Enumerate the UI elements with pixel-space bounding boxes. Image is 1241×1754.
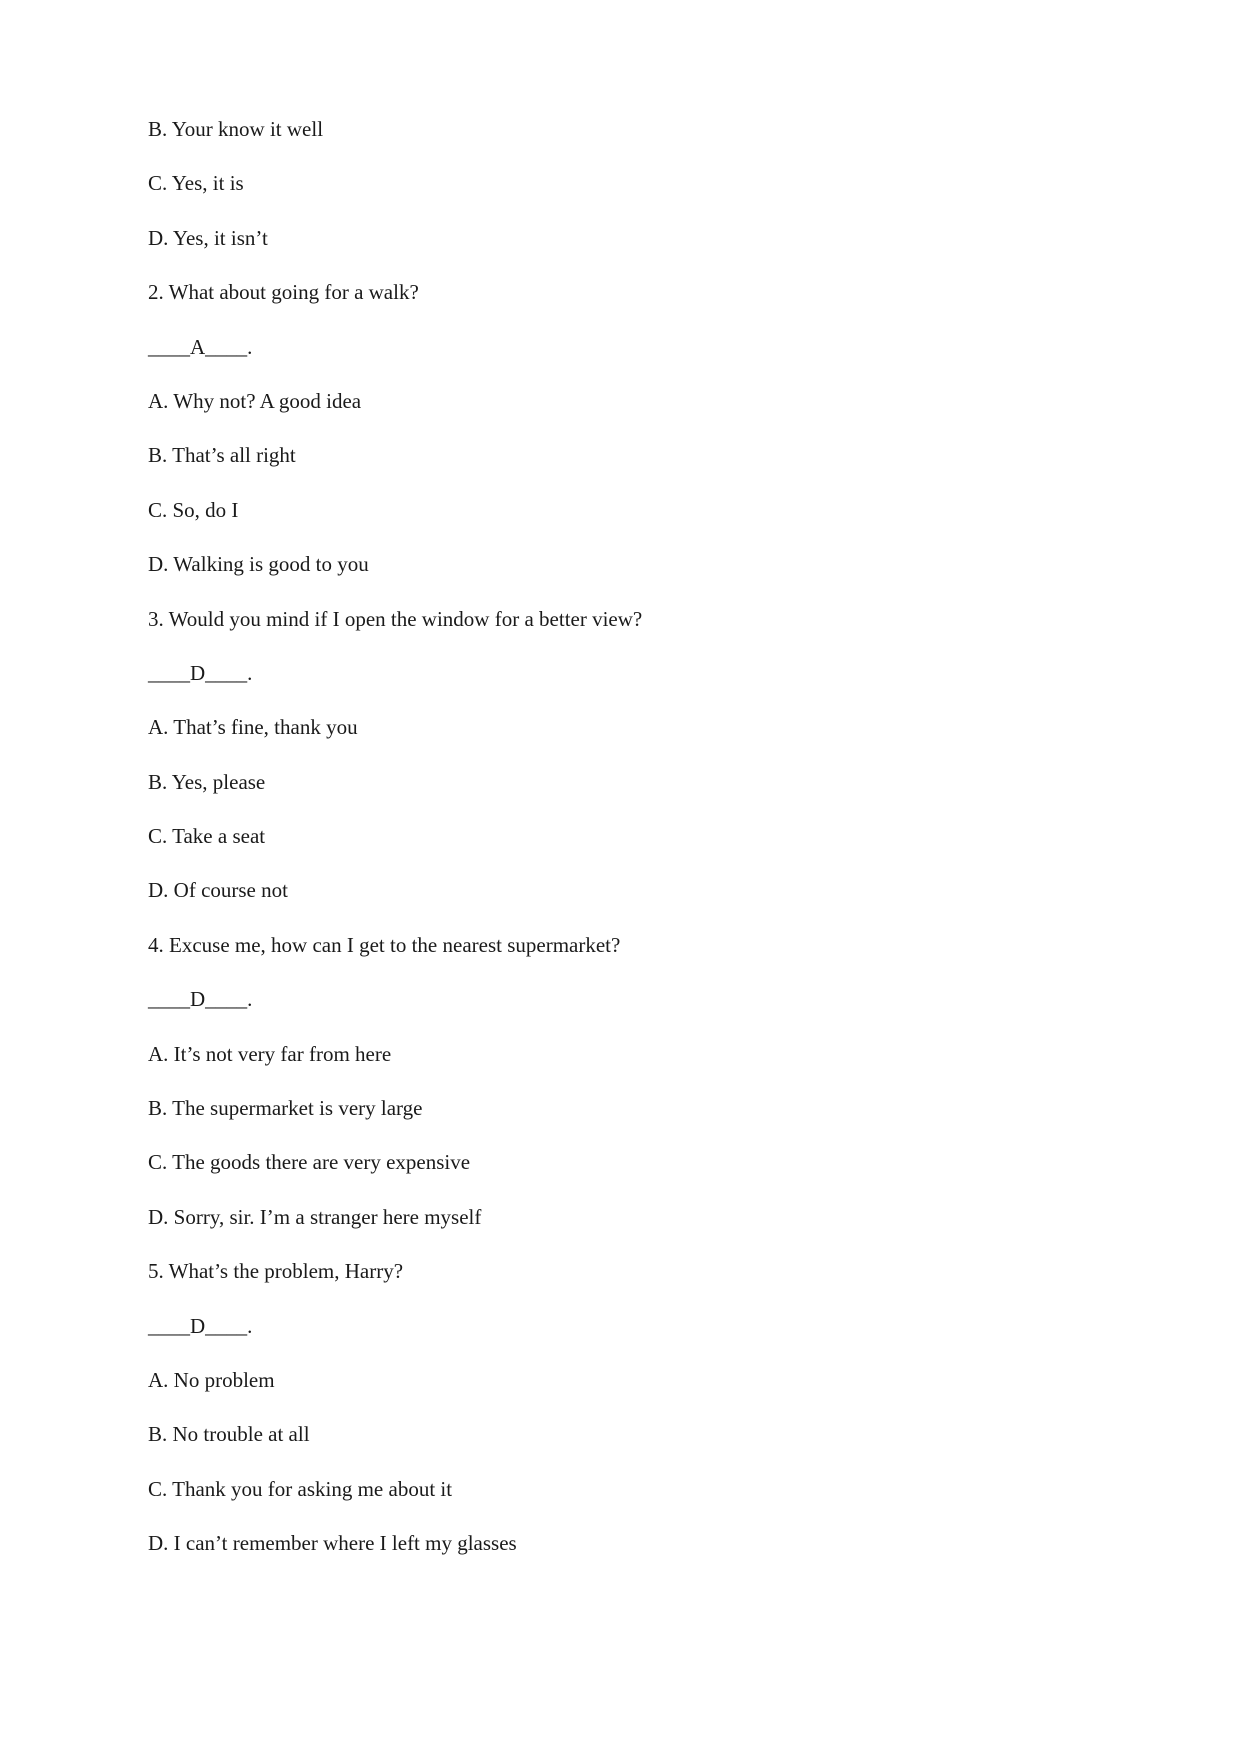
option-line: A. That’s fine, thank you bbox=[148, 715, 358, 740]
option-line: D. Yes, it isn’t bbox=[148, 225, 268, 250]
question-line: 4. Excuse me, how can I get to the nearest supermarket? bbox=[148, 932, 621, 957]
answer-blank: ____D____. bbox=[148, 660, 253, 685]
question-line: 2. What about going for a walk? bbox=[148, 280, 419, 305]
option-line: B. Your know it well bbox=[148, 117, 324, 141]
answer-blank: ____D____. bbox=[148, 1313, 253, 1338]
answer-blank: ____D____. bbox=[148, 987, 253, 1012]
option-line: C. The goods there are very expensive bbox=[148, 1150, 471, 1175]
option-line: C. Take a seat bbox=[148, 824, 266, 849]
option-line: C. So, do I bbox=[148, 497, 239, 522]
option-line: A. No problem bbox=[148, 1367, 275, 1392]
option-line: A. Why not? A good idea bbox=[148, 388, 362, 413]
answer-blank: ____A____. bbox=[148, 334, 253, 359]
option-line: D. Of course not bbox=[148, 878, 288, 903]
option-line: B. That’s all right bbox=[148, 443, 296, 468]
option-line: D. Sorry, sir. I’m a stranger here myself bbox=[148, 1204, 482, 1229]
option-line: B. Yes, please bbox=[148, 769, 266, 794]
question-list bbox=[148, 115, 642, 1584]
question-line: 3. Would you mind if I open the window for a better view? bbox=[148, 606, 643, 631]
option-line: C. Thank you for asking me about it bbox=[148, 1476, 453, 1501]
question-line: 5. What’s the problem, Harry? bbox=[148, 1259, 404, 1284]
option-line: D. I can’t remember where I left my glasses bbox=[148, 1531, 517, 1556]
option-line: C. Yes, it is bbox=[148, 171, 244, 196]
option-line: A. It’s not very far from here bbox=[148, 1041, 392, 1066]
option-line: B. The supermarket is very large bbox=[148, 1096, 423, 1121]
option-line: B. No trouble at all bbox=[148, 1422, 310, 1447]
option-line: D. Walking is good to you bbox=[148, 552, 369, 577]
